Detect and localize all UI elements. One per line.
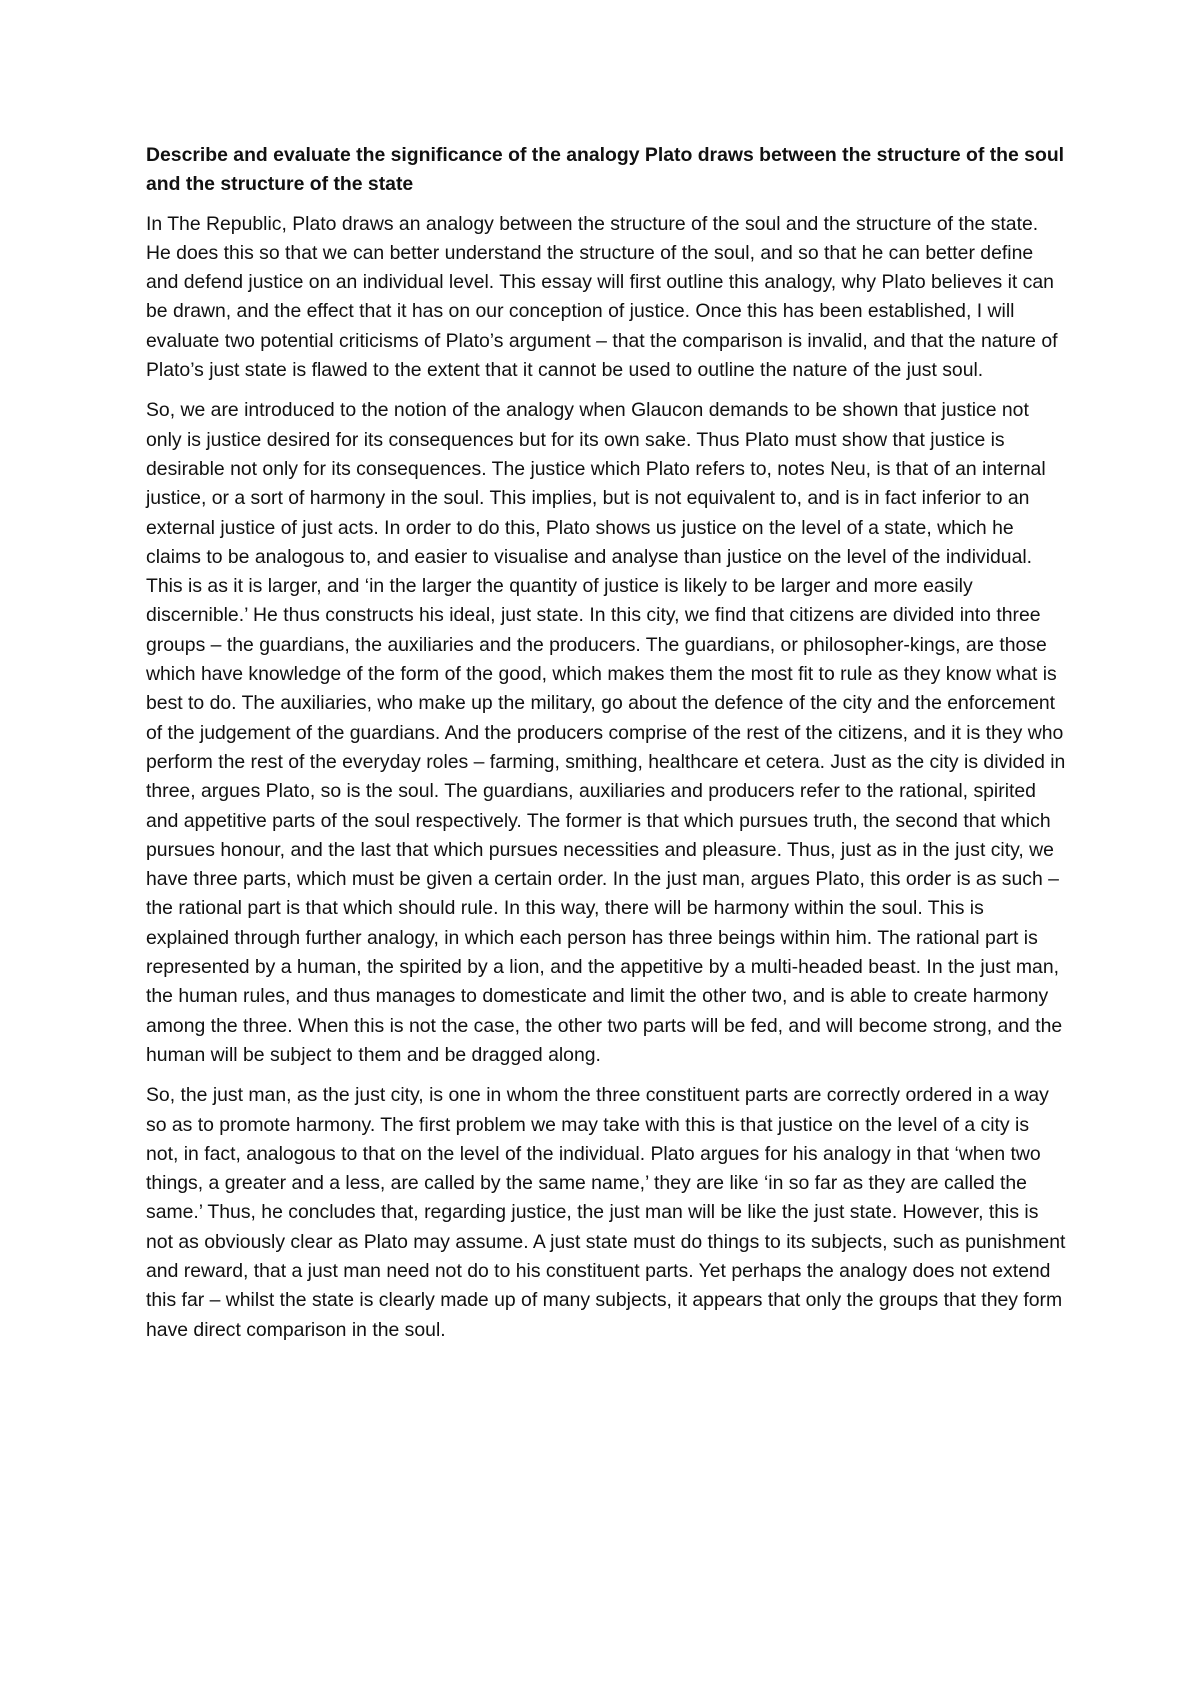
essay-title: Describe and evaluate the significance of the analogy Plato draws between the structure of the soul and the structure of the state [146,144,1065,196]
paragraph-analogy-description: So, we are introduced to the notion of the analogy when Glaucon demands to be shown that justice not only is justice desired for its consequences but for its own sake. Thus Plato must show that justice is desirable not only for its consequences. The justice which Plato refers to, notes Neu, is that of an internal justice, or a sort of harmony in the soul. This implies, but is not equivalent to, and is in fact inferior to an external justice of just acts. In order to do this, Plato shows us justice on the level of a state, which he claims to be analogous to, and easier to visualise and analyse than justice on the level of the individual. This is as it is larger, and ‘in the larger the quantity of justice is likely to be larger and more easily discernible.’ He thus constructs his ideal, just state. In this city, we find that citizens are divided into three groups – the guardians, the auxiliaries and the producers. The guardians, or philosopher-kings, are those which have knowledge of the form of the good, which makes them the most fit to rule as they know what is best to do. The auxiliaries, who make up the military, go about the defence of the city and the enforcement of the judgement of the guardians. And the producers comprise of the rest of the citizens, and it is they who perform the rest of the everyday roles – farming, smithing, healthcare et cetera. Just as the city is divided in three, argues Plato, so is the soul. The guardians, auxiliaries and producers refer to the rational, spirited and appetitive parts of the soul respectively. The former is that which pursues truth, the second that which pursues honour, and the last that which pursues necessities and pleasure. Thus, just as in the just city, we have three parts, which must be given a certain order. In the just man, argues Plato, this order is as such – the rational part is that which should rule. In this way, there will be harmony within the soul. This is explained through further analogy, in which each person has three beings within him. The rational part is represented by a human, the spirited by a lion, and the appetitive by a multi-headed beast. In the just man, the human rules, and thus manages to domesticate and limit the other two, and is able to create harmony among the three. When this is not the case, the other two parts will be fed, and will become strong, and the human will be subject to them and be dragged along. [146,399,1066,1066]
paragraph-introduction: In The Republic, Plato draws an analogy between the structure of the soul and the structure of the state. He does this so that we can better understand the structure of the soul, and so that he can better define and defend justice on an individual level. This essay will first outline this analogy, why Plato believes it can be drawn, and the effect that it has on our conception of justice. Once this has been established, I will evaluate two potential criticisms of Plato’s argument – that the comparison is invalid, and that the nature of Plato’s just state is flawed to the extent that it cannot be used to outline the nature of the just soul. [146,212,1058,382]
document-body [146,141,1066,1356]
paragraph-first-criticism: So, the just man, as the just city, is one in whom the three constituent parts are correctly ordered in a way so as to promote harmony. The first problem we may take with this is that justice on the level of a city is not, in fact, analogous to that on the level of the individual. Plato argues for his analogy in that ‘when two things, a greater and a less, are called by the same name,’ they are like ‘in so far as they are called the same.’ Thus, he concludes that, regarding justice, the just man will be like the just state. However, this is not as obviously clear as Plato may assume. A just state must do things to its subjects, such as punishment and reward, that a just man need not do to his constituent parts. Yet perhaps the analogy does not extend this far – whilst the state is clearly made up of many subjects, it appears that only the groups that they form have direct comparison in the soul. [146,1084,1066,1341]
